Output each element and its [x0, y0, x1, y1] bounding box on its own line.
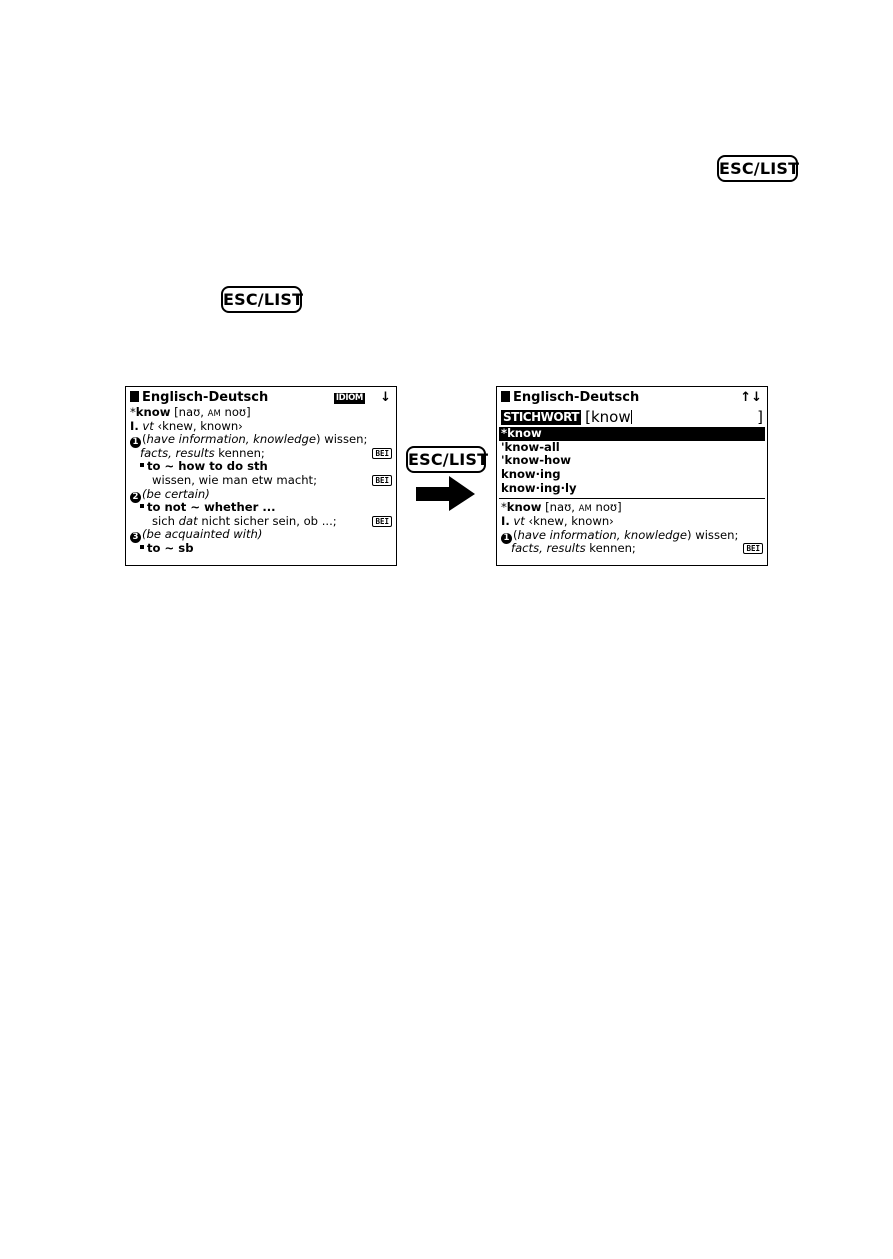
sense-3: 3 (be acquainted with) — [130, 528, 392, 542]
esc-list-key-top-right[interactable]: ESC/LIST — [717, 155, 798, 182]
sense-1-extra: facts, results kennen; BEI — [130, 447, 392, 461]
scroll-down-icon: ↓ — [380, 390, 391, 405]
dictionary-title: Englisch-Deutsch — [513, 390, 640, 405]
screen-title-bar — [130, 390, 392, 406]
list-item[interactable]: 'know-all — [501, 439, 560, 454]
sense-number-2-icon: 2 — [130, 492, 141, 503]
phrase-1-translation: wissen, wie man etw macht; BEI — [130, 474, 392, 488]
sense-1-extra: facts, results kennen; BEI — [501, 542, 763, 556]
search-row: STICHWORT [know ] — [503, 408, 763, 426]
sense-1: 1 (have information, knowledge) wissen; — [130, 433, 392, 447]
headword: know — [506, 500, 542, 515]
headword: know — [135, 405, 171, 419]
bei-example-button[interactable]: BEI — [743, 543, 763, 554]
right-arrow-icon — [416, 476, 476, 512]
sense-number-1-icon: 1 — [501, 533, 512, 544]
list-item[interactable]: know·ing — [501, 467, 561, 482]
list-item[interactable]: know·ing·ly — [501, 480, 577, 495]
headword-line: *know [naʊ, AM noʊ] — [501, 500, 622, 515]
pronunciation: [naʊ, AM noʊ] — [545, 500, 622, 515]
sense-number-1-icon: 1 — [130, 437, 141, 448]
list-item[interactable]: *know — [499, 427, 765, 441]
pos-line: I. vt ‹knew, known› — [130, 418, 243, 433]
search-mode-label: STICHWORT — [503, 410, 579, 424]
phrase-2: to not ∼ whether ... — [130, 501, 392, 515]
bei-example-button[interactable]: BEI — [372, 475, 392, 486]
bei-example-button[interactable]: BEI — [372, 448, 392, 459]
bei-example-button[interactable]: BEI — [372, 516, 392, 527]
sense-number-3-icon: 3 — [130, 532, 141, 543]
esc-list-key-left[interactable]: ESC/LIST — [221, 286, 302, 313]
sense-2: 2 (be certain) — [130, 488, 392, 502]
list-item[interactable]: 'know-how — [501, 453, 571, 468]
phrase-2-translation: sich dat nicht sicher sein, ob ...; BEI — [130, 515, 392, 529]
entry-content — [126, 406, 396, 556]
title-square-icon — [501, 391, 510, 402]
bullet-icon — [140, 545, 144, 549]
headword-list-screen — [496, 386, 768, 566]
title-square-icon — [130, 391, 139, 402]
dictionary-entry-screen — [125, 386, 397, 566]
phrase-3: to ∼ sb — [130, 542, 392, 556]
entry-preview — [497, 501, 767, 555]
scroll-up-down-icon: ↑↓ — [740, 390, 762, 405]
pronunciation: [naʊ, AM noʊ] — [174, 405, 251, 419]
sense-1: 1 (have information, knowledge) wissen; — [501, 529, 763, 543]
screen-title-bar — [501, 390, 763, 406]
pos-line: I. vt ‹knew, known› — [501, 514, 614, 529]
bullet-icon — [140, 463, 144, 467]
headword-line: *know [naʊ, AM noʊ] — [130, 405, 251, 419]
headword-list — [499, 427, 765, 495]
bullet-icon — [140, 504, 144, 508]
divider — [499, 498, 765, 499]
search-input[interactable]: know — [590, 408, 631, 426]
esc-list-key-between-screens[interactable]: ESC/LIST — [406, 446, 486, 473]
phrase-1: to ∼ how to do sth — [130, 460, 392, 474]
text-cursor — [631, 410, 633, 424]
idiom-badge: IDIOM — [335, 393, 363, 403]
dictionary-title: Englisch-Deutsch — [142, 390, 269, 405]
